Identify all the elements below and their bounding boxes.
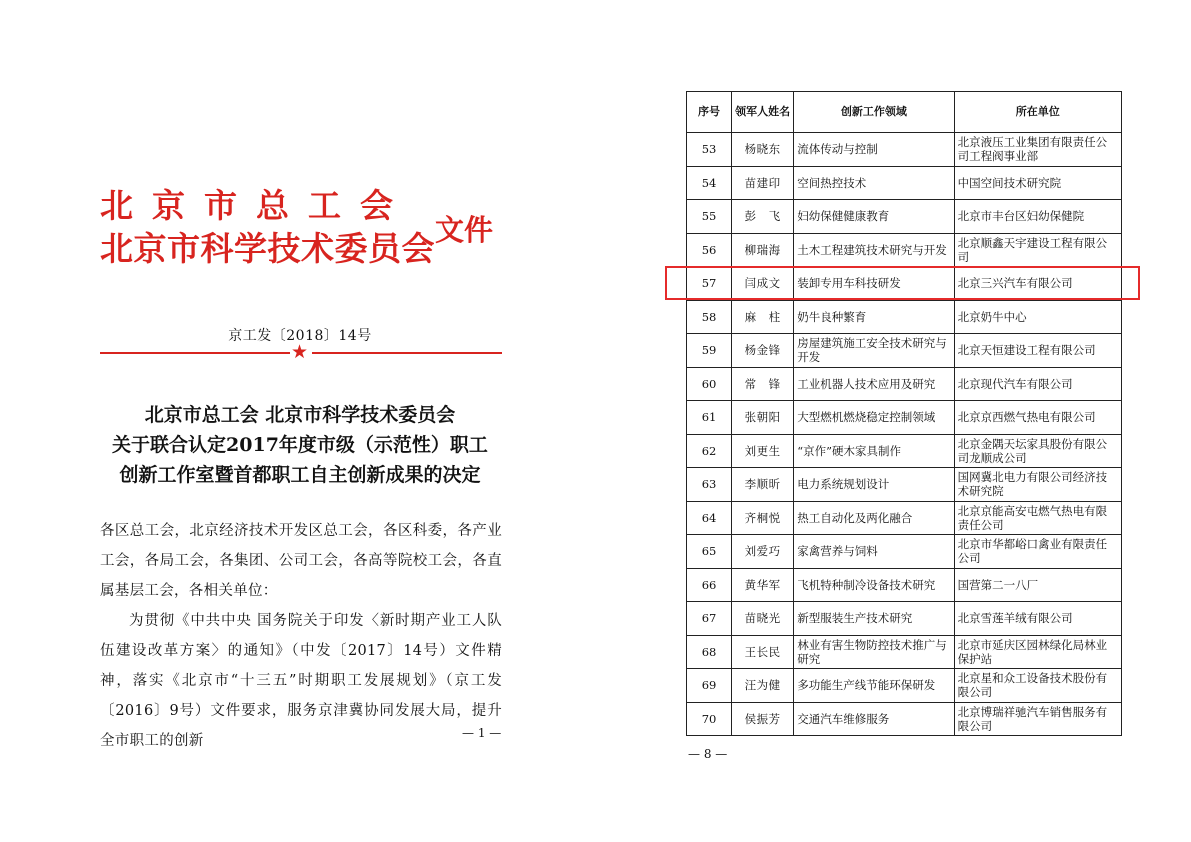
cell-work-unit: 北京三兴汽车有限公司 bbox=[954, 267, 1121, 301]
table-row bbox=[687, 334, 1122, 368]
cell-leader-name: 苗建印 bbox=[732, 166, 794, 200]
cell-innovation-field: 空间热控技术 bbox=[794, 166, 954, 200]
cell-leader-name: 闫成文 bbox=[732, 267, 794, 301]
column-header-name: 领军人姓名 bbox=[732, 92, 794, 133]
column-header-field: 创新工作领域 bbox=[794, 92, 954, 133]
issuer-header bbox=[100, 188, 520, 278]
cell-innovation-field: 新型服装生产技术研究 bbox=[794, 602, 954, 636]
title-line: 北京市总工会 北京市科学技术委员会 bbox=[144, 404, 456, 426]
cell-leader-name: 黄华军 bbox=[732, 568, 794, 602]
document-label: 文件 bbox=[435, 213, 494, 247]
cell-number: 59 bbox=[687, 334, 732, 368]
cell-work-unit: 中国空间技术研究院 bbox=[954, 166, 1121, 200]
table-header-row bbox=[687, 92, 1122, 133]
cell-leader-name: 张朝阳 bbox=[732, 401, 794, 435]
cell-leader-name: 杨晓东 bbox=[732, 133, 794, 167]
red-divider-right bbox=[312, 352, 502, 354]
cell-leader-name: 柳瑞海 bbox=[732, 233, 794, 267]
table-row bbox=[687, 568, 1122, 602]
cell-number: 56 bbox=[687, 233, 732, 267]
cell-leader-name: 王长民 bbox=[732, 635, 794, 669]
cell-number: 54 bbox=[687, 166, 732, 200]
table-row bbox=[687, 133, 1122, 167]
table-body bbox=[687, 133, 1122, 736]
table-row bbox=[687, 434, 1122, 468]
page-number: — 1 — bbox=[462, 726, 502, 740]
table-row bbox=[687, 401, 1122, 435]
cell-work-unit: 国网冀北电力有限公司经济技术研究院 bbox=[954, 468, 1121, 502]
title-line: 创新工作室暨首都职工自主创新成果的决定 bbox=[119, 464, 481, 486]
cell-innovation-field: 土木工程建筑技术研究与开发 bbox=[794, 233, 954, 267]
table-row bbox=[687, 367, 1122, 401]
cell-innovation-field: 房屋建筑施工安全技术研究与开发 bbox=[794, 334, 954, 368]
cell-leader-name: 刘爱巧 bbox=[732, 535, 794, 569]
cell-number: 60 bbox=[687, 367, 732, 401]
cell-number: 64 bbox=[687, 501, 732, 535]
cell-work-unit: 北京京能高安屯燃气热电有限责任公司 bbox=[954, 501, 1121, 535]
cell-innovation-field: 妇幼保健健康教育 bbox=[794, 200, 954, 234]
table-row bbox=[687, 702, 1122, 736]
cell-leader-name: 齐桐悦 bbox=[732, 501, 794, 535]
cell-work-unit: 北京雪莲羊绒有限公司 bbox=[954, 602, 1121, 636]
red-divider-left bbox=[100, 352, 290, 354]
cell-work-unit: 北京市丰台区妇幼保健院 bbox=[954, 200, 1121, 234]
cell-work-unit: 北京市延庆区园林绿化局林业保护站 bbox=[954, 635, 1121, 669]
cell-number: 68 bbox=[687, 635, 732, 669]
addressee-paragraph: 各区总工会，北京经济技术开发区总工会，各区科委，各产业工会，各局工会，各集团、公司工会，各高等院校工会，各直属基层工会，各相关单位： bbox=[100, 523, 502, 599]
column-header-unit: 所在单位 bbox=[954, 92, 1121, 133]
cell-leader-name: 李顺昕 bbox=[732, 468, 794, 502]
decision-title bbox=[100, 400, 500, 490]
cell-work-unit: 北京星和众工设备技术股份有限公司 bbox=[954, 669, 1121, 703]
table-row bbox=[687, 535, 1122, 569]
body-text bbox=[100, 516, 502, 756]
cell-leader-name: 常 锋 bbox=[732, 367, 794, 401]
cell-innovation-field: 飞机特种制冷设备技术研究 bbox=[794, 568, 954, 602]
cell-work-unit: 北京京西燃气热电有限公司 bbox=[954, 401, 1121, 435]
cell-leader-name: 彭 飞 bbox=[732, 200, 794, 234]
cell-innovation-field: 多功能生产线节能环保研发 bbox=[794, 669, 954, 703]
cell-innovation-field: 热工自动化及两化融合 bbox=[794, 501, 954, 535]
cell-innovation-field: 流体传动与控制 bbox=[794, 133, 954, 167]
table-row bbox=[687, 501, 1122, 535]
table-row bbox=[687, 267, 1122, 301]
cell-number: 69 bbox=[687, 669, 732, 703]
issuer-name-2: 北京市科学技术委员会 bbox=[100, 229, 435, 268]
cell-number: 57 bbox=[687, 267, 732, 301]
issuer-name-1: 北京市总工会 bbox=[100, 186, 412, 225]
cell-innovation-field: 电力系统规划设计 bbox=[794, 468, 954, 502]
cell-innovation-field: 交通汽车维修服务 bbox=[794, 702, 954, 736]
table-row bbox=[687, 468, 1122, 502]
cell-innovation-field: 大型燃机燃烧稳定控制领域 bbox=[794, 401, 954, 435]
cell-leader-name: 杨金锋 bbox=[732, 334, 794, 368]
cell-work-unit: 北京天恒建设工程有限公司 bbox=[954, 334, 1121, 368]
cell-number: 61 bbox=[687, 401, 732, 435]
cell-leader-name: 麻 柱 bbox=[732, 300, 794, 334]
table-row bbox=[687, 300, 1122, 334]
cell-work-unit: 北京现代汽车有限公司 bbox=[954, 367, 1121, 401]
cell-number: 55 bbox=[687, 200, 732, 234]
cell-number: 58 bbox=[687, 300, 732, 334]
table-row bbox=[687, 669, 1122, 703]
table-row bbox=[687, 200, 1122, 234]
star-icon: ★ bbox=[291, 341, 309, 363]
cell-leader-name: 汪为健 bbox=[732, 669, 794, 703]
cell-number: 63 bbox=[687, 468, 732, 502]
cell-number: 62 bbox=[687, 434, 732, 468]
table-row bbox=[687, 635, 1122, 669]
cell-innovation-field: 装卸专用车科技研发 bbox=[794, 267, 954, 301]
cell-number: 65 bbox=[687, 535, 732, 569]
title-line: 关于联合认定2017年度市级（示范性）职工 bbox=[112, 434, 488, 456]
cell-leader-name: 侯振芳 bbox=[732, 702, 794, 736]
cell-leader-name: 刘更生 bbox=[732, 434, 794, 468]
table-row bbox=[687, 233, 1122, 267]
cell-number: 70 bbox=[687, 702, 732, 736]
cell-leader-name: 苗晓光 bbox=[732, 602, 794, 636]
cell-innovation-field: 林业有害生物防控技术推广与研究 bbox=[794, 635, 954, 669]
cell-work-unit: 北京博瑞祥驰汽车销售服务有限公司 bbox=[954, 702, 1121, 736]
cell-work-unit: 北京奶牛中心 bbox=[954, 300, 1121, 334]
cell-work-unit: 北京顺鑫天宇建设工程有限公司 bbox=[954, 233, 1121, 267]
cell-number: 53 bbox=[687, 133, 732, 167]
table-row bbox=[687, 602, 1122, 636]
document-number: 京工发〔2018〕14号 bbox=[228, 328, 372, 344]
studio-list-table bbox=[686, 91, 1122, 736]
column-header-no: 序号 bbox=[687, 92, 732, 133]
cell-innovation-field: 家禽营养与饲料 bbox=[794, 535, 954, 569]
cell-work-unit: 国营第二一八厂 bbox=[954, 568, 1121, 602]
cell-work-unit: 北京金隅天坛家具股份有限公司龙顺成公司 bbox=[954, 434, 1121, 468]
cell-innovation-field: 奶牛良种繁育 bbox=[794, 300, 954, 334]
cell-innovation-field: 工业机器人技术应用及研究 bbox=[794, 367, 954, 401]
cell-work-unit: 北京市华都峪口禽业有限责任公司 bbox=[954, 535, 1121, 569]
cell-number: 66 bbox=[687, 568, 732, 602]
page-number-right: — 8 — bbox=[688, 747, 728, 761]
body-paragraph: 为贯彻《中共中央 国务院关于印发〈新时期产业工人队伍建设改革方案〉的通知》（中发〔2017〕14号）文件精神，落实《北京市“十三五”时期职工发展规划》（京工发〔2016〕9号）文件要求，服务京津冀协同发展大局，提升全市职工的创新 bbox=[100, 613, 502, 749]
table-row bbox=[687, 166, 1122, 200]
cell-number: 67 bbox=[687, 602, 732, 636]
cell-innovation-field: “京作”硬木家具制作 bbox=[794, 434, 954, 468]
cell-work-unit: 北京液压工业集团有限责任公司工程阀事业部 bbox=[954, 133, 1121, 167]
